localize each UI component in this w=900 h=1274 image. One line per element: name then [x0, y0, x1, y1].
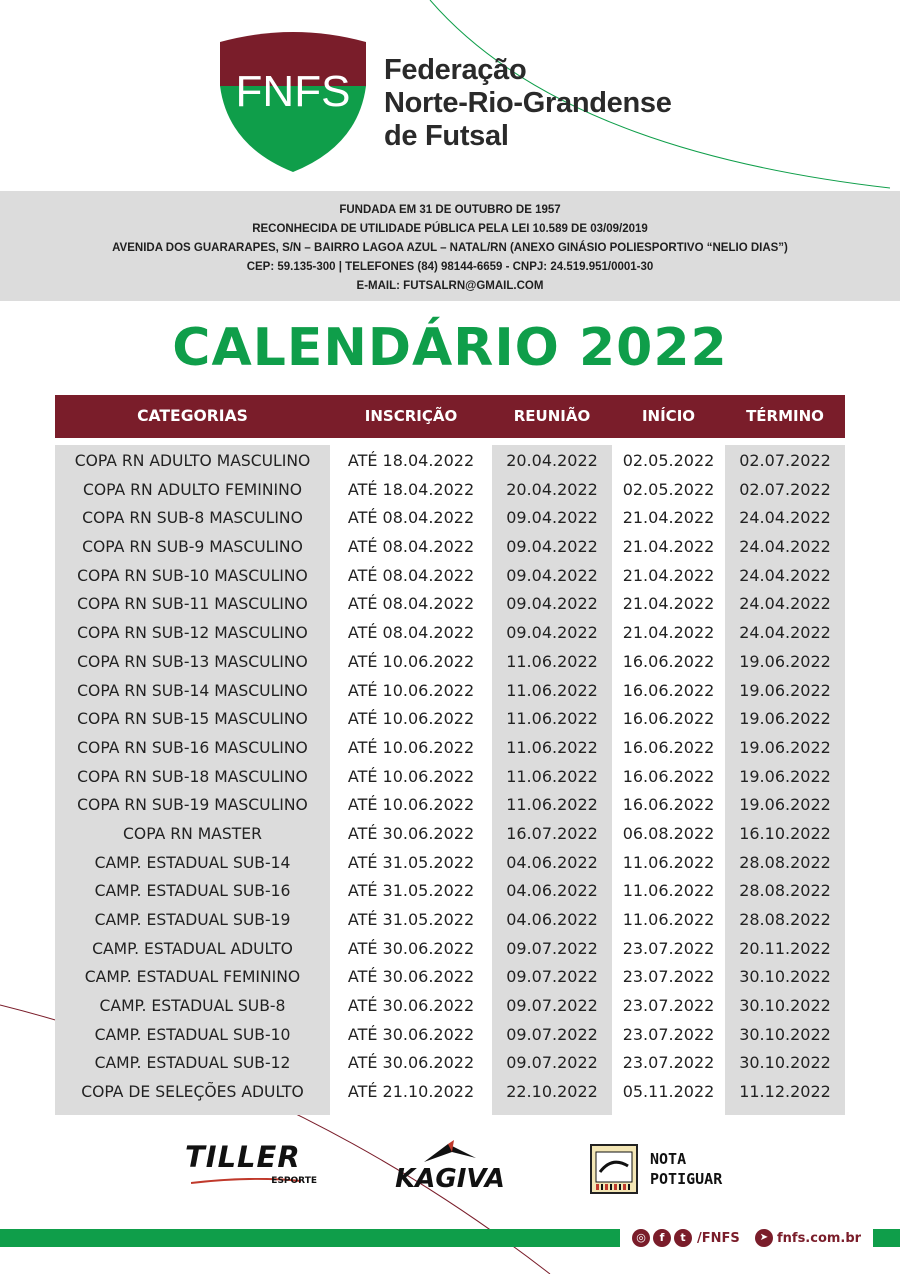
- cell-reuniao: 11.06.2022: [506, 795, 598, 815]
- cell-inscricao: ATÉ 30.06.2022: [347, 996, 475, 1016]
- cell-termino: 30.10.2022: [739, 1053, 831, 1073]
- cell-categoria: COPA RN SUB-16 MASCULINO: [77, 738, 308, 757]
- cell-inicio: 21.04.2022: [622, 537, 715, 557]
- cell-reuniao: 16.07.2022: [506, 823, 598, 843]
- table-row: [55, 590, 845, 619]
- cell-reuniao: 09.07.2022: [506, 1053, 598, 1073]
- info-recognition: RECONHECIDA DE UTILIDADE PÚBLICA PELA LEI 10.589 DE 03/09/2019: [252, 223, 648, 235]
- cell-termino: 19.06.2022: [739, 680, 831, 700]
- organization-name: [384, 54, 672, 153]
- instagram-icon[interactable]: ◎: [632, 1229, 650, 1247]
- cell-categoria: COPA RN ADULTO FEMININO: [82, 480, 303, 499]
- website-text[interactable]: fnfs.com.br: [777, 1230, 862, 1246]
- cell-categoria: COPA RN SUB-18 MASCULINO: [77, 767, 308, 786]
- facebook-icon[interactable]: f: [653, 1229, 671, 1247]
- org-name-line-3: de Futsal: [384, 120, 509, 152]
- social-links[interactable]: [632, 1227, 740, 1249]
- logo-text: FNFS: [235, 67, 351, 116]
- cell-inscricao: ATÉ 31.05.2022: [347, 881, 475, 901]
- info-founded: FUNDADA EM 31 DE OUTUBRO DE 1957: [339, 204, 561, 216]
- cell-inscricao: ATÉ 31.05.2022: [347, 852, 475, 872]
- nota-potiguar-emblem-icon: [590, 1144, 638, 1194]
- cell-reuniao: 09.07.2022: [506, 996, 598, 1016]
- cell-reuniao: 22.10.2022: [506, 1082, 598, 1102]
- cell-termino: 30.10.2022: [739, 967, 831, 987]
- cell-categoria: COPA RN SUB-14 MASCULINO: [77, 681, 308, 700]
- cell-reuniao: 20.04.2022: [506, 479, 598, 499]
- cell-reuniao: 04.06.2022: [506, 910, 598, 929]
- cell-categoria: CAMP. ESTADUAL SUB-16: [94, 882, 291, 901]
- info-bar: [0, 191, 900, 301]
- kagiva-name: KAGIVA: [395, 1164, 505, 1194]
- cell-inicio: 11.06.2022: [622, 881, 715, 901]
- table-row: [55, 992, 845, 1021]
- table-row: [55, 906, 845, 935]
- cell-inicio: 21.04.2022: [622, 565, 715, 585]
- cell-inicio: 16.06.2022: [622, 766, 715, 786]
- social-handle[interactable]: /FNFS: [697, 1230, 740, 1246]
- cell-inscricao: ATÉ 21.10.2022: [347, 1082, 475, 1102]
- cell-inscricao: ATÉ 30.06.2022: [347, 938, 475, 958]
- table-header: [55, 395, 845, 438]
- cell-inicio: 23.07.2022: [622, 938, 715, 958]
- table-row: [55, 619, 845, 648]
- cell-categoria: CAMP. ESTADUAL SUB-12: [94, 1054, 291, 1073]
- table-row: [55, 447, 845, 476]
- cell-reuniao: 11.06.2022: [506, 709, 598, 729]
- cell-inscricao: ATÉ 30.06.2022: [347, 1053, 475, 1073]
- cell-inscricao: ATÉ 18.04.2022: [347, 479, 475, 499]
- cell-reuniao: 11.06.2022: [506, 737, 598, 757]
- cell-inscricao: ATÉ 10.06.2022: [347, 737, 475, 757]
- cell-inicio: 02.05.2022: [622, 479, 715, 499]
- cell-inicio: 21.04.2022: [622, 594, 715, 614]
- cell-termino: 24.04.2022: [739, 508, 831, 528]
- cell-categoria: COPA RN SUB-12 MASCULINO: [77, 624, 308, 643]
- cell-termino: 11.12.2022: [739, 1082, 831, 1102]
- table-row: [55, 1078, 845, 1107]
- nota-potiguar-logo: [590, 1144, 740, 1196]
- cell-categoria: COPA RN ADULTO MASCULINO: [74, 452, 311, 470]
- cell-categoria: COPA RN SUB-11 MASCULINO: [77, 595, 308, 614]
- info-address: AVENIDA DOS GUARARAPES, S/N – BAIRRO LAGOA AZUL – NATAL/RN (ANEXO GINÁSIO POLIESPORTIVO “NELIO DIAS”): [112, 242, 788, 254]
- cell-termino: 02.07.2022: [739, 479, 831, 499]
- nota-line-1: NOTA: [650, 1150, 687, 1168]
- cell-inicio: 21.04.2022: [622, 623, 715, 643]
- cell-inicio: 16.06.2022: [622, 680, 715, 700]
- page-title: CALENDÁRIO 2022: [172, 318, 728, 378]
- table-row: [55, 734, 845, 763]
- cell-termino: 16.10.2022: [739, 823, 831, 843]
- table-row: [55, 849, 845, 878]
- cell-inicio: 11.06.2022: [622, 852, 715, 872]
- cell-inicio: 23.07.2022: [622, 967, 715, 987]
- cell-inscricao: ATÉ 10.06.2022: [347, 795, 475, 815]
- nota-line-2: POTIGUAR: [650, 1170, 723, 1188]
- table-row: [55, 476, 845, 505]
- tiller-logo: [185, 1140, 325, 1195]
- cell-termino: 19.06.2022: [739, 651, 831, 671]
- header-termino: TÉRMINO: [746, 407, 824, 425]
- table-row: [55, 820, 845, 849]
- cell-reuniao: 09.07.2022: [506, 1024, 598, 1044]
- cell-inscricao: ATÉ 31.05.2022: [347, 910, 475, 929]
- cell-categoria: CAMP. ESTADUAL SUB-8: [99, 997, 286, 1016]
- table-row: [55, 705, 845, 734]
- cell-inscricao: ATÉ 10.06.2022: [347, 651, 475, 671]
- footer-green-bar-right: [873, 1229, 900, 1247]
- table-row: [55, 791, 845, 820]
- org-name-line-2: Norte-Rio-Grandense: [384, 87, 672, 119]
- table-row: [55, 562, 845, 591]
- cell-inscricao: ATÉ 08.04.2022: [347, 594, 475, 614]
- kagiva-logo: [380, 1140, 520, 1198]
- cell-categoria: CAMP. ESTADUAL SUB-14: [94, 853, 291, 872]
- cell-termino: 19.06.2022: [739, 795, 831, 815]
- table-row: [55, 504, 845, 533]
- cell-termino: 30.10.2022: [739, 996, 831, 1016]
- cell-inscricao: ATÉ 30.06.2022: [347, 967, 475, 987]
- tiller-name: TILLER: [185, 1140, 301, 1174]
- kagiva-mark-icon: [422, 1140, 478, 1164]
- cell-categoria: COPA RN SUB-9 MASCULINO: [82, 538, 303, 557]
- cell-termino: 28.08.2022: [739, 881, 831, 901]
- cell-termino: 19.06.2022: [739, 709, 831, 729]
- send-icon: ➤: [755, 1229, 773, 1247]
- table-body: [55, 447, 845, 1107]
- cell-inicio: 16.06.2022: [622, 737, 715, 757]
- cell-inicio: 21.04.2022: [622, 508, 715, 528]
- cell-categoria: CAMP. ESTADUAL SUB-10: [94, 1025, 291, 1044]
- cell-reuniao: 09.07.2022: [506, 938, 598, 958]
- cell-termino: 19.06.2022: [739, 737, 831, 757]
- cell-inscricao: ATÉ 30.06.2022: [347, 823, 475, 843]
- table-row: [55, 935, 845, 964]
- cell-inicio: 16.06.2022: [622, 651, 715, 671]
- table-row: [55, 963, 845, 992]
- website-link[interactable]: [755, 1227, 861, 1249]
- cell-inscricao: ATÉ 18.04.2022: [347, 451, 475, 470]
- table-row: [55, 1049, 845, 1078]
- footer-green-bar-left: [0, 1229, 620, 1247]
- table-row: [55, 877, 845, 906]
- cell-inicio: 23.07.2022: [622, 1024, 715, 1044]
- cell-reuniao: 09.07.2022: [506, 967, 598, 987]
- header-reuniao: REUNIÃO: [513, 407, 591, 425]
- cell-reuniao: 11.06.2022: [506, 766, 598, 786]
- cell-inicio: 02.05.2022: [622, 451, 715, 470]
- cell-inscricao: ATÉ 08.04.2022: [347, 537, 475, 557]
- table-row: [55, 1021, 845, 1050]
- cell-inicio: 16.06.2022: [622, 795, 715, 815]
- cell-termino: 02.07.2022: [739, 451, 831, 470]
- cell-categoria: COPA RN SUB-13 MASCULINO: [77, 652, 308, 671]
- cell-inicio: 23.07.2022: [622, 996, 715, 1016]
- cell-categoria: CAMP. ESTADUAL ADULTO: [92, 939, 293, 958]
- cell-inscricao: ATÉ 08.04.2022: [347, 508, 475, 528]
- cell-termino: 24.04.2022: [739, 537, 831, 557]
- cell-termino: 24.04.2022: [739, 565, 831, 585]
- header-inscricao: INSCRIÇÃO: [364, 407, 458, 425]
- cell-inscricao: ATÉ 08.04.2022: [347, 565, 475, 585]
- cell-termino: 24.04.2022: [739, 594, 831, 614]
- cell-reuniao: 11.06.2022: [506, 680, 598, 700]
- fnfs-logo: [218, 28, 368, 174]
- cell-termino: 20.11.2022: [739, 938, 831, 958]
- cell-categoria: CAMP. ESTADUAL SUB-19: [94, 911, 291, 929]
- cell-inscricao: ATÉ 08.04.2022: [347, 623, 475, 643]
- cell-inicio: 06.08.2022: [622, 823, 715, 843]
- table-row: [55, 533, 845, 562]
- cell-categoria: COPA RN SUB-15 MASCULINO: [77, 710, 308, 729]
- cell-inicio: 11.06.2022: [622, 910, 715, 929]
- table-row: [55, 677, 845, 706]
- cell-categoria: COPA RN MASTER: [123, 824, 262, 843]
- cell-inscricao: ATÉ 30.06.2022: [347, 1024, 475, 1044]
- cell-categoria: CAMP. ESTADUAL FEMININO: [84, 968, 301, 987]
- cell-categoria: COPA RN SUB-19 MASCULINO: [77, 796, 308, 815]
- cell-inicio: 23.07.2022: [622, 1053, 715, 1073]
- table-row: [55, 763, 845, 792]
- info-email: E-MAIL: FUTSALRN@GMAIL.COM: [356, 280, 544, 292]
- cell-categoria: COPA RN SUB-8 MASCULINO: [82, 509, 303, 528]
- cell-reuniao: 09.04.2022: [506, 565, 598, 585]
- cell-reuniao: 11.06.2022: [506, 651, 598, 671]
- cell-termino: 19.06.2022: [739, 766, 831, 786]
- org-name-line-1: Federação: [384, 54, 527, 86]
- cell-categoria: COPA RN SUB-10 MASCULINO: [77, 566, 308, 585]
- cell-termino: 30.10.2022: [739, 1024, 831, 1044]
- cell-reuniao: 09.04.2022: [506, 594, 598, 614]
- tiller-sub: ESPORTE: [271, 1176, 317, 1186]
- cell-inscricao: ATÉ 10.06.2022: [347, 766, 475, 786]
- cell-inscricao: ATÉ 10.06.2022: [347, 709, 475, 729]
- header-categorias: CATEGORIAS: [137, 407, 248, 425]
- cell-inicio: 05.11.2022: [622, 1082, 715, 1102]
- cell-inscricao: ATÉ 10.06.2022: [347, 680, 475, 700]
- cell-reuniao: 09.04.2022: [506, 623, 598, 643]
- cell-termino: 24.04.2022: [739, 623, 831, 643]
- cell-reuniao: 20.04.2022: [506, 451, 598, 470]
- cell-inicio: 16.06.2022: [622, 709, 715, 729]
- twitter-icon[interactable]: t: [674, 1229, 692, 1247]
- cell-reuniao: 04.06.2022: [506, 881, 598, 901]
- cell-reuniao: 04.06.2022: [506, 852, 598, 872]
- cell-termino: 28.08.2022: [739, 852, 831, 872]
- cell-reuniao: 09.04.2022: [506, 537, 598, 557]
- info-contacts: CEP: 59.135-300 | TELEFONES (84) 98144-6659 - CNPJ: 24.519.951/0001-30: [246, 261, 654, 273]
- header-inicio: INÍCIO: [641, 407, 696, 425]
- cell-reuniao: 09.04.2022: [506, 508, 598, 528]
- cell-termino: 28.08.2022: [739, 910, 831, 929]
- cell-categoria: COPA DE SELEÇÕES ADULTO: [81, 1083, 304, 1102]
- table-row: [55, 648, 845, 677]
